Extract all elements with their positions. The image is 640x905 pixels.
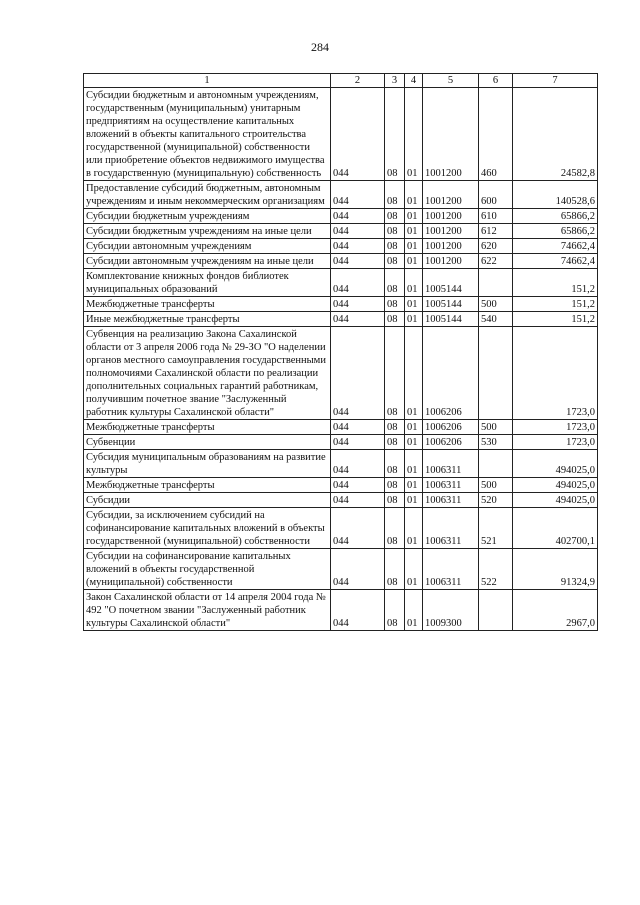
section-cell: 08 <box>385 450 405 478</box>
amount-cell: 1723,0 <box>513 420 598 435</box>
section-cell: 08 <box>385 269 405 297</box>
section-cell: 08 <box>385 181 405 209</box>
expense-type-cell: 530 <box>479 435 513 450</box>
target-item-cell: 1006311 <box>423 549 479 590</box>
row-name-cell: Субвенции <box>84 435 331 450</box>
target-item-cell: 1005144 <box>423 297 479 312</box>
admin-code-cell: 044 <box>331 327 385 420</box>
target-item-cell: 1001200 <box>423 209 479 224</box>
row-name-cell: Межбюджетные трансферты <box>84 420 331 435</box>
target-item-cell: 1006311 <box>423 493 479 508</box>
table-row <box>84 269 598 297</box>
expense-type-cell: 520 <box>479 493 513 508</box>
subsection-cell: 01 <box>405 549 423 590</box>
expense-type-cell: 620 <box>479 239 513 254</box>
expense-type-cell: 540 <box>479 312 513 327</box>
column-header: 3 <box>385 74 405 88</box>
table-row <box>84 508 598 549</box>
column-header: 7 <box>513 74 598 88</box>
section-cell: 08 <box>385 254 405 269</box>
header-row <box>84 74 598 88</box>
section-cell: 08 <box>385 88 405 181</box>
expense-type-cell: 600 <box>479 181 513 209</box>
row-name-cell: Межбюджетные трансферты <box>84 297 331 312</box>
subsection-cell: 01 <box>405 327 423 420</box>
target-item-cell: 1005144 <box>423 312 479 327</box>
expense-type-cell <box>479 590 513 631</box>
table-row <box>84 549 598 590</box>
amount-cell: 1723,0 <box>513 435 598 450</box>
amount-cell: 151,2 <box>513 312 598 327</box>
table-row <box>84 312 598 327</box>
admin-code-cell: 044 <box>331 450 385 478</box>
amount-cell: 74662,4 <box>513 239 598 254</box>
target-item-cell: 1006311 <box>423 450 479 478</box>
expense-type-cell: 500 <box>479 420 513 435</box>
subsection-cell: 01 <box>405 88 423 181</box>
subsection-cell: 01 <box>405 590 423 631</box>
target-item-cell: 1009300 <box>423 590 479 631</box>
subsection-cell: 01 <box>405 450 423 478</box>
target-item-cell: 1001200 <box>423 239 479 254</box>
expense-type-cell <box>479 450 513 478</box>
subsection-cell: 01 <box>405 254 423 269</box>
table-row <box>84 88 598 181</box>
section-cell: 08 <box>385 312 405 327</box>
expense-type-cell <box>479 269 513 297</box>
section-cell: 08 <box>385 478 405 493</box>
target-item-cell: 1001200 <box>423 254 479 269</box>
table-row <box>84 209 598 224</box>
row-name-cell: Субвенция на реализацию Закона Сахалинской области от 3 апреля 2006 года № 29-ЗО "О наделении органов местного самоуправления государственными полномочиями Сахалинской области по реализации дополнительных социальных гарантий работникам, получившим почетное звание "Заслуженный работник культуры Сахалинской области" <box>84 327 331 420</box>
row-name-cell: Предоставление субсидий бюджетным, автономным учреждениям и иным некоммерческим организациям <box>84 181 331 209</box>
column-header: 6 <box>479 74 513 88</box>
expense-type-cell: 610 <box>479 209 513 224</box>
admin-code-cell: 044 <box>331 508 385 549</box>
column-header: 5 <box>423 74 479 88</box>
table-row <box>84 450 598 478</box>
row-name-cell: Субсидии бюджетным учреждениям <box>84 209 331 224</box>
amount-cell: 494025,0 <box>513 478 598 493</box>
admin-code-cell: 044 <box>331 269 385 297</box>
subsection-cell: 01 <box>405 478 423 493</box>
subsection-cell: 01 <box>405 420 423 435</box>
amount-cell: 74662,4 <box>513 254 598 269</box>
admin-code-cell: 044 <box>331 297 385 312</box>
expense-type-cell: 622 <box>479 254 513 269</box>
amount-cell: 2967,0 <box>513 590 598 631</box>
table-row <box>84 181 598 209</box>
amount-cell: 494025,0 <box>513 450 598 478</box>
target-item-cell: 1001200 <box>423 88 479 181</box>
section-cell: 08 <box>385 435 405 450</box>
table-row <box>84 327 598 420</box>
amount-cell: 151,2 <box>513 269 598 297</box>
admin-code-cell: 044 <box>331 478 385 493</box>
expense-type-cell: 500 <box>479 478 513 493</box>
expense-type-cell: 522 <box>479 549 513 590</box>
section-cell: 08 <box>385 327 405 420</box>
target-item-cell: 1005144 <box>423 269 479 297</box>
expense-type-cell <box>479 327 513 420</box>
target-item-cell: 1006206 <box>423 435 479 450</box>
budget-table <box>83 73 598 631</box>
section-cell: 08 <box>385 297 405 312</box>
section-cell: 08 <box>385 590 405 631</box>
table-row <box>84 420 598 435</box>
expense-type-cell: 500 <box>479 297 513 312</box>
row-name-cell: Субсидии автономным учреждениям на иные цели <box>84 254 331 269</box>
subsection-cell: 01 <box>405 493 423 508</box>
admin-code-cell: 044 <box>331 181 385 209</box>
section-cell: 08 <box>385 239 405 254</box>
subsection-cell: 01 <box>405 269 423 297</box>
section-cell: 08 <box>385 549 405 590</box>
table-row <box>84 254 598 269</box>
admin-code-cell: 044 <box>331 88 385 181</box>
subsection-cell: 01 <box>405 209 423 224</box>
admin-code-cell: 044 <box>331 420 385 435</box>
table-row <box>84 590 598 631</box>
admin-code-cell: 044 <box>331 254 385 269</box>
admin-code-cell: 044 <box>331 224 385 239</box>
row-name-cell: Субсидии на софинансирование капитальных вложений в объекты государственной (муниципальной) собственности <box>84 549 331 590</box>
admin-code-cell: 044 <box>331 209 385 224</box>
table-row <box>84 478 598 493</box>
amount-cell: 24582,8 <box>513 88 598 181</box>
row-name-cell: Субсидии бюджетным учреждениям на иные цели <box>84 224 331 239</box>
row-name-cell: Субсидии <box>84 493 331 508</box>
section-cell: 08 <box>385 420 405 435</box>
table-row <box>84 224 598 239</box>
expense-type-cell: 460 <box>479 88 513 181</box>
section-cell: 08 <box>385 209 405 224</box>
subsection-cell: 01 <box>405 181 423 209</box>
admin-code-cell: 044 <box>331 590 385 631</box>
amount-cell: 1723,0 <box>513 327 598 420</box>
section-cell: 08 <box>385 493 405 508</box>
target-item-cell: 1006206 <box>423 327 479 420</box>
amount-cell: 151,2 <box>513 297 598 312</box>
target-item-cell: 1006206 <box>423 420 479 435</box>
row-name-cell: Комплектование книжных фондов библиотек муниципальных образований <box>84 269 331 297</box>
column-header: 2 <box>331 74 385 88</box>
row-name-cell: Межбюджетные трансферты <box>84 478 331 493</box>
amount-cell: 65866,2 <box>513 224 598 239</box>
section-cell: 08 <box>385 508 405 549</box>
subsection-cell: 01 <box>405 508 423 549</box>
column-header: 1 <box>84 74 331 88</box>
row-name-cell: Иные межбюджетные трансферты <box>84 312 331 327</box>
subsection-cell: 01 <box>405 312 423 327</box>
row-name-cell: Субсидии бюджетным и автономным учреждениям, государственным (муниципальным) унитарным предприятиям на осуществление капитальных вложений в объекты капитального строительства государственной (муниципальной) собственности или приобретение объектов недвижимого имущества в государственную (муниципальную) собственность <box>84 88 331 181</box>
admin-code-cell: 044 <box>331 239 385 254</box>
subsection-cell: 01 <box>405 435 423 450</box>
amount-cell: 494025,0 <box>513 493 598 508</box>
section-cell: 08 <box>385 224 405 239</box>
admin-code-cell: 044 <box>331 493 385 508</box>
expense-type-cell: 612 <box>479 224 513 239</box>
row-name-cell: Закон Сахалинской области от 14 апреля 2004 года № 492 "О почетном звании "Заслуженный работник культуры Сахалинской области" <box>84 590 331 631</box>
page-number: 284 <box>311 40 329 54</box>
expense-type-cell: 521 <box>479 508 513 549</box>
subsection-cell: 01 <box>405 239 423 254</box>
amount-cell: 65866,2 <box>513 209 598 224</box>
admin-code-cell: 044 <box>331 549 385 590</box>
table-row <box>84 239 598 254</box>
admin-code-cell: 044 <box>331 435 385 450</box>
subsection-cell: 01 <box>405 297 423 312</box>
column-header: 4 <box>405 74 423 88</box>
target-item-cell: 1006311 <box>423 478 479 493</box>
row-name-cell: Субсидии автономным учреждениям <box>84 239 331 254</box>
subsection-cell: 01 <box>405 224 423 239</box>
row-name-cell: Субсидии, за исключением субсидий на софинансирование капитальных вложений в объекты государственной (муниципальной) собственности <box>84 508 331 549</box>
target-item-cell: 1001200 <box>423 181 479 209</box>
target-item-cell: 1006311 <box>423 508 479 549</box>
amount-cell: 402700,1 <box>513 508 598 549</box>
table-row <box>84 435 598 450</box>
target-item-cell: 1001200 <box>423 224 479 239</box>
table-row <box>84 297 598 312</box>
row-name-cell: Субсидия муниципальным образованиям на развитие культуры <box>84 450 331 478</box>
admin-code-cell: 044 <box>331 312 385 327</box>
table-row <box>84 493 598 508</box>
amount-cell: 91324,9 <box>513 549 598 590</box>
amount-cell: 140528,6 <box>513 181 598 209</box>
